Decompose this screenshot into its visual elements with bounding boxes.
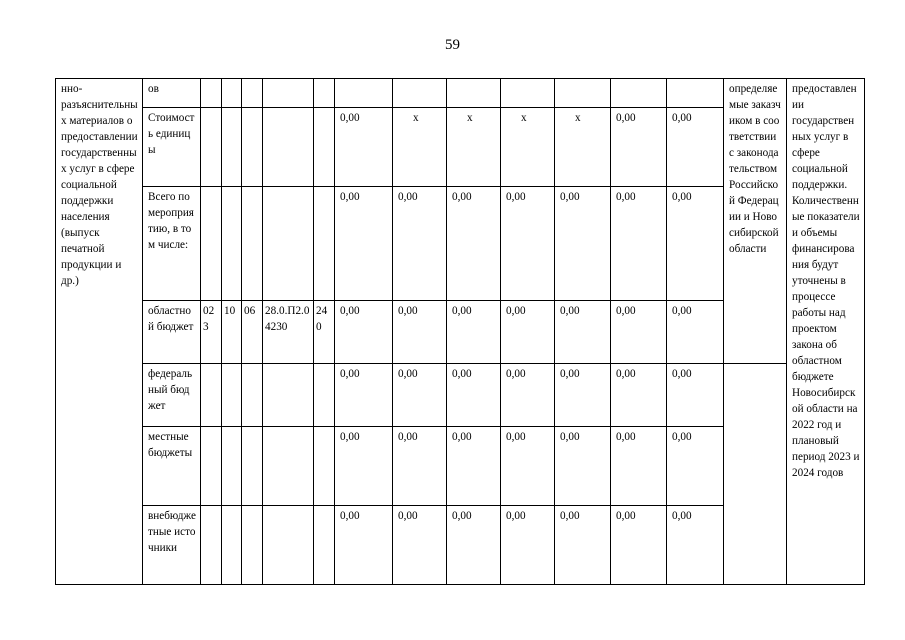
value-cell: 0,00: [555, 301, 611, 364]
value-cell: 0,00: [447, 187, 501, 301]
rz-cell: [222, 506, 242, 585]
vr-cell: [314, 108, 335, 187]
grbs-cell: 023: [201, 301, 222, 364]
value-cell: 0,00: [667, 108, 724, 187]
value-cell: 0,00: [667, 506, 724, 585]
grbs-cell: [201, 187, 222, 301]
value-cell: 0,00: [335, 364, 393, 427]
value-cell: [555, 79, 611, 108]
value-cell: [335, 79, 393, 108]
value-cell: 0,00: [335, 108, 393, 187]
value-cell: 0,00: [501, 301, 555, 364]
vr-cell: [314, 187, 335, 301]
rz-cell: [222, 364, 242, 427]
table-row: [56, 364, 865, 427]
rz-cell: 10: [222, 301, 242, 364]
executor-cell: определяемые заказчиком в соответствии с законодательством Российской Федерации и Новосибирской области: [724, 79, 787, 364]
csr-cell: [263, 364, 314, 427]
rz-cell: [222, 187, 242, 301]
csr-cell: 28.0.П2.04230: [263, 301, 314, 364]
value-cell: 0,00: [611, 301, 667, 364]
value-cell: 0,00: [611, 427, 667, 506]
pr-cell: [242, 187, 263, 301]
pr-cell: [242, 364, 263, 427]
result-cell: предоставлении государственных услуг в сфере социальной поддержки. Количественные показатели и объемы финансирования будут уточнены в процессе работы над проектом закона об областном бюджете Новосибирской области на 2022 год и плановый период 2023 и 2024 годов: [787, 79, 865, 585]
value-cell: 0,00: [667, 187, 724, 301]
value-cell: 0,00: [611, 506, 667, 585]
grbs-cell: [201, 108, 222, 187]
row-label-cell: Стоимость единицы: [143, 108, 201, 187]
value-cell: 0,00: [335, 506, 393, 585]
value-cell: 0,00: [447, 506, 501, 585]
executor-continuation-cell: [724, 364, 787, 585]
vr-cell: [314, 364, 335, 427]
value-cell: 0,00: [611, 364, 667, 427]
value-cell: 0,00: [555, 506, 611, 585]
value-cell: 0,00: [667, 364, 724, 427]
value-cell: 0,00: [555, 187, 611, 301]
csr-cell: [263, 427, 314, 506]
value-cell: 0,00: [501, 427, 555, 506]
value-cell: 0,00: [335, 187, 393, 301]
pr-cell: 06: [242, 301, 263, 364]
csr-cell: [263, 506, 314, 585]
value-cell: 0,00: [335, 427, 393, 506]
value-cell: [447, 79, 501, 108]
csr-cell: [263, 108, 314, 187]
pr-cell: [242, 427, 263, 506]
value-cell: x: [393, 108, 447, 187]
pr-cell: [242, 79, 263, 108]
value-cell: 0,00: [335, 301, 393, 364]
row-label-cell: областной бюджет: [143, 301, 201, 364]
value-cell: 0,00: [393, 187, 447, 301]
vr-cell: [314, 506, 335, 585]
value-cell: 0,00: [611, 108, 667, 187]
row-label-cell: местные бюджеты: [143, 427, 201, 506]
value-cell: 0,00: [501, 364, 555, 427]
value-cell: 0,00: [501, 506, 555, 585]
value-cell: [667, 79, 724, 108]
vr-cell: [314, 79, 335, 108]
budget-table: [55, 78, 865, 585]
value-cell: x: [555, 108, 611, 187]
csr-cell: [263, 79, 314, 108]
value-cell: [611, 79, 667, 108]
value-cell: 0,00: [447, 427, 501, 506]
value-cell: 0,00: [447, 364, 501, 427]
rz-cell: [222, 108, 242, 187]
pr-cell: [242, 108, 263, 187]
value-cell: [393, 79, 447, 108]
value-cell: 0,00: [393, 427, 447, 506]
csr-cell: [263, 187, 314, 301]
measure-description-cell: нно-разъяснительных материалов о предоставлении государственных услуг в сфере социальной поддержки населения (выпуск печатной продукции и др.): [56, 79, 143, 585]
value-cell: 0,00: [501, 187, 555, 301]
rz-cell: [222, 79, 242, 108]
grbs-cell: [201, 506, 222, 585]
value-cell: 0,00: [667, 427, 724, 506]
value-cell: x: [501, 108, 555, 187]
vr-cell: 240: [314, 301, 335, 364]
value-cell: 0,00: [611, 187, 667, 301]
row-label-cell: внебюджетные источники: [143, 506, 201, 585]
value-cell: 0,00: [393, 364, 447, 427]
row-label-cell: ов: [143, 79, 201, 108]
row-label-cell: Всего по мероприятию, в том числе:: [143, 187, 201, 301]
value-cell: [501, 79, 555, 108]
grbs-cell: [201, 427, 222, 506]
value-cell: 0,00: [667, 301, 724, 364]
grbs-cell: [201, 364, 222, 427]
vr-cell: [314, 427, 335, 506]
page-number: 59: [445, 37, 460, 53]
value-cell: 0,00: [555, 364, 611, 427]
value-cell: 0,00: [393, 506, 447, 585]
pr-cell: [242, 506, 263, 585]
rz-cell: [222, 427, 242, 506]
value-cell: x: [447, 108, 501, 187]
value-cell: 0,00: [555, 427, 611, 506]
table-row: [56, 79, 865, 108]
value-cell: 0,00: [393, 301, 447, 364]
row-label-cell: федеральный бюджет: [143, 364, 201, 427]
value-cell: 0,00: [447, 301, 501, 364]
grbs-cell: [201, 79, 222, 108]
